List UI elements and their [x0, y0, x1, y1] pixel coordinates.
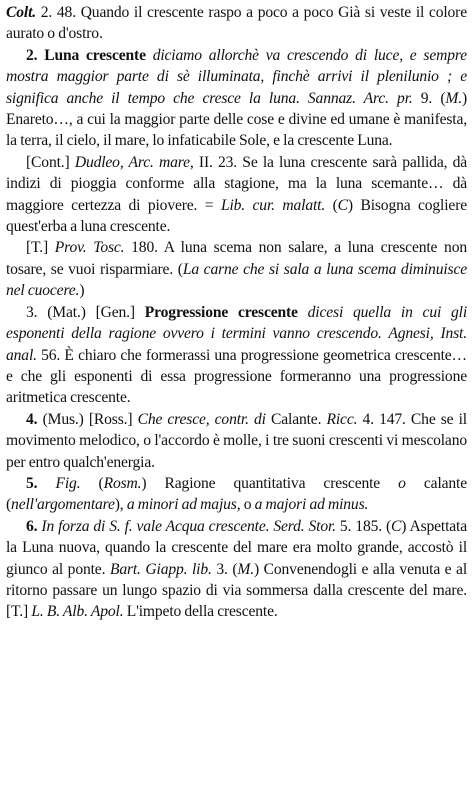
entry-text-segment: ): [79, 282, 85, 300]
entry-text-segment: (Mus.) [Ross.]: [37, 410, 138, 428]
entry-text-segment: ) Ragione quantitativa crescente: [141, 474, 399, 492]
entry-text-segment: ) Convenendogli e alla venuta e al ritorno passare un lungo spazio di via sommersa dalla crescente del mare. [T.]: [6, 560, 468, 621]
entry-text-segment: L. B. Alb. Apol.: [31, 603, 124, 621]
entry-text-segment: Lib. cur. malatt.: [220, 196, 326, 214]
entry-text-segment: 3. (Mat.) [Gen.]: [26, 303, 145, 321]
entry-text-segment: (: [80, 474, 104, 492]
entry-text-segment: 180. A luna scema non salare, a luna crescente non tosare, se vuoi risparmiare. (: [6, 239, 467, 278]
entry-text-segment: Rosm.: [103, 474, 142, 492]
entry-text-segment: ),: [114, 496, 127, 514]
entry-text-segment: Che cresce, contr. di: [137, 410, 266, 428]
entry-text-segment: [37, 475, 55, 492]
entry-text-segment: 3. (: [211, 560, 238, 578]
entry-text-segment: Prov. Tosc.: [54, 239, 125, 257]
entry-text-segment: In forza di S. f. vale Acqua crescente. Serd. Stor.: [37, 517, 336, 535]
entry-text-segment: ) Aspettata la Luna nuova, quando la crescente del mare era molto grande, accostò il giunco al ponte.: [6, 517, 468, 578]
entry-fig-rosm: [6, 473, 467, 516]
entry-text-segment: 5.: [26, 474, 38, 492]
entry-text-segment: o: [398, 474, 406, 492]
entry-prov-tosc: [6, 237, 467, 301]
entry-text-segment: 56. È chiaro che formerassi una progressione geometrica crescente… e che gli esponenti di essa progressione formeranno una progressione aritmetica crescente.: [6, 346, 467, 407]
entry-text-segment: 6.: [26, 517, 38, 535]
entry-text-segment: (: [325, 196, 338, 214]
entry-text-segment: M.: [237, 560, 254, 578]
entry-cont-dudleo: [6, 152, 467, 238]
entry-text-segment: dicesi quella in cui gli esponenti della ragione ovvero i termini vanno crescendo. Agnesi, Inst. anal.: [6, 303, 467, 364]
entry-text-segment: II. 23. Se la luna crescente sarà pallida, dà indizi di pioggia conforme alla stagione, ma la luna scemante… dà maggiore certezza di piovere. =: [6, 153, 468, 214]
entry-text-segment: Calante.: [265, 410, 327, 428]
entry-text-segment: [T.]: [26, 239, 55, 257]
entry-text-segment: ) Enareto…, a cui la maggior parte delle cose e divine ed umane è manifesta, la terra, il cielo, il mare, lo infaticabile Sole, e la crescente Luna.: [6, 89, 467, 150]
entry-text-segment: a majori ad minus.: [254, 496, 369, 514]
entry-text-segment: Dudleo, Arc. mare,: [74, 153, 194, 171]
entry-text-segment: 5. 185. (: [335, 517, 392, 535]
entry-text-segment: diciamo allorchè va crescendo di luce, e sempre mostra maggior parte di sè illuminata, finchè arrivi il plenilunio ; e significa anche il tempo che cresce la luna. Sannaz. Arc. pr.: [6, 46, 467, 107]
entry-text-segment: Bart. Giapp. lib.: [109, 560, 212, 578]
entry-text-segment: o: [240, 496, 255, 514]
entry-acqua-crescente: [6, 516, 467, 623]
entry-text-segment: C: [337, 196, 348, 214]
entry-text-segment: La carne che si sala a luna scema diminuisce nel cuocere.: [6, 260, 467, 300]
entry-text-segment: Progressione crescente: [144, 303, 298, 321]
entry-text-segment: Colt.: [6, 4, 37, 21]
entry-progressione-crescente: [6, 302, 467, 409]
entry-text-segment: Ricc.: [326, 410, 358, 428]
entry-text-segment: calante (: [6, 474, 468, 514]
entry-mus-ross: [6, 409, 467, 473]
entry-text-segment: 2. Luna crescente: [26, 46, 146, 64]
entry-text-segment: 2. 48. Quando il crescente raspo a poco a poco Già si veste il colore aurato o d'ostro.: [6, 4, 467, 43]
entry-text-segment: M.: [445, 89, 462, 107]
entry-text-segment: 9. (: [412, 89, 446, 107]
entry-colt-citation: [6, 2, 467, 45]
entry-text-segment: nell'argomentare: [11, 496, 115, 514]
entry-text-segment: Fig.: [55, 474, 81, 492]
entry-text-segment: ) Bisogna cogliere quest'erba a luna crescente.: [6, 196, 468, 236]
entry-text-segment: 4.: [26, 410, 38, 428]
entry-text-segment: C: [391, 517, 402, 535]
entry-text-segment: a minori ad majus,: [126, 496, 241, 514]
entry-luna-crescente: [6, 45, 467, 152]
entry-text-segment: L'impeto della crescente.: [123, 603, 278, 621]
entry-text-segment: [Cont.]: [26, 153, 75, 171]
entry-text-segment: 4. 147. Che se il movimento melodico, o l'accordo è molle, i tre suoni crescenti vi mescolano per entro qualch'energia.: [6, 410, 467, 471]
